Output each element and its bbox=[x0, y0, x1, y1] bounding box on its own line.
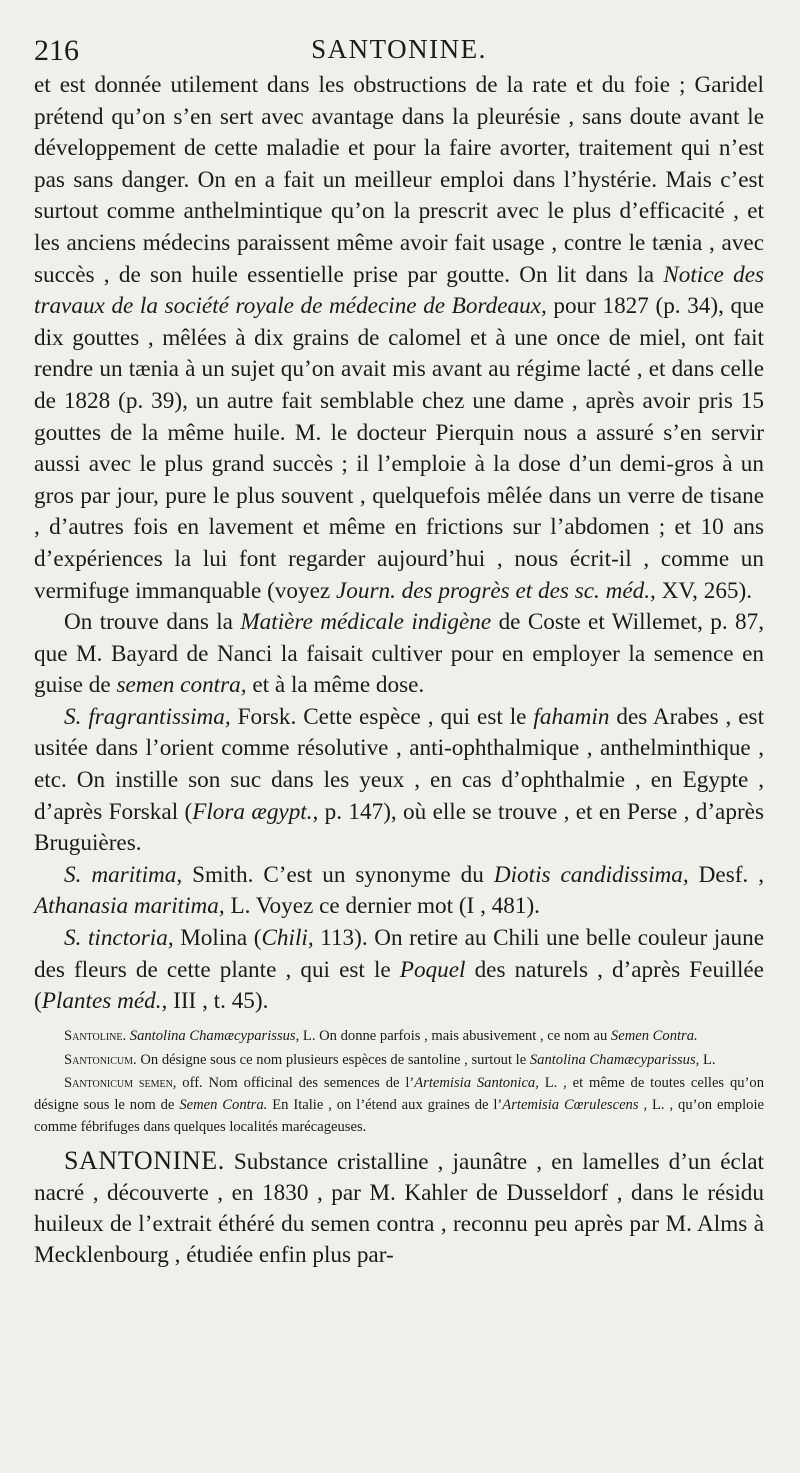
entry-s-tinctoria: S. tinctoria, Molina (Chili, 113). On retire au Chili une belle couleur jaune des fleurs de cette plante , qui est le Poquel des naturels , d’après Feuillée (Plantes méd., III , t. 45). bbox=[34, 925, 764, 1015]
entry-s-maritima: S. maritima, Smith. C’est un synonyme du Diotis candidissima, Desf. , Athanasia maritima, L. Voyez ce dernier mot (I , 481). bbox=[34, 861, 764, 920]
page-number: 216 bbox=[34, 34, 79, 67]
entry-santonine: SANTONINE. Substance cristalline , jaunâtre , en lamelles d’un éclat nacré , découverte , en 1830 , par M. Kahler de Dusseldorf , dans le résidu huileux de l’extrait éthéré du semen contra , reconnu peu après par M. Alms à Mecklenbourg , étudiée enfin plus par- bbox=[34, 1145, 764, 1268]
entry-santoline: Santoline. Santolina Chamæcyparissus, L. On donne parfois , mais abusivement , ce nom au Semen Contra. bbox=[64, 1027, 698, 1044]
paragraph-armoise-uses: et est donnée utilement dans les obstructions de la rate et du foie ; Garidel prétend qu’on s’en sert avec avantage dans la pleurésie , sans doute avant le développement de cette maladie et pour la faire avorter, traitement qui n’est pas sans danger. On en a fait un meilleur emploi dans l’hystérie. Mais c’est surtout comme anthelmintique qu’on la prescrit avec le plus d’efficacité , et les anciens médecins paraissent même avoir fait usage , contre le tænia , avec succès , de son huile essentielle prise par goutte. On lit dans la Notice des travaux de la société royale de médecine de Bordeaux, pour 1827 (p. 34), que dix gouttes , mêlées à dix grains de calomel et à une once de miel, ont fait rendre un tænia à un sujet qu’on avait mis avant au régime lacté , et dans celle de 1828 (p. 39), un autre fait semblable chez une dame , après avoir pris 15 gouttes de la même huile. M. le docteur Pierquin nous a assuré s’en servir aussi avec le plus grand succès ; il l’emploie à la dose d’un demi-gros à un gros par jour, pure le plus souvent , quelquefois mêlée dans un verre de tisane , d’autres fois en lavement et même en frictions sur l’abdomen ; et 10 ans d’expériences la lui font regarder aujourd’hui , nous écrit-il , comme un vermifuge immanquable (voyez Journ. des progrès et des sc. méd., XV, 265). bbox=[34, 72, 765, 604]
running-head: SANTONINE. bbox=[311, 34, 487, 64]
main-text bbox=[34, 70, 764, 1018]
entry-s-fragrantissima: S. fragrantissima, Forsk. Cette espèce , qui est le fahamin des Arabes , est usitée dans l’orient comme résolutive , anti-ophthalmique , anthelminthique , etc. On instille son suc dans les yeux , en cas d’ophthalmie , en Egypte , d’après Forskal (Flora ægypt., p. 147), où elle se trouve , et en Perse , d’après Bruguières. bbox=[34, 703, 765, 857]
small-print-entries bbox=[34, 1026, 764, 1139]
entry-santonicum: Santonicum. On désigne sous ce nom plusieurs espèces de santoline , surtout le Santolina Chamæcyparissus, L. bbox=[64, 1051, 716, 1068]
page-body bbox=[34, 70, 764, 1271]
santonine-entry bbox=[34, 1145, 764, 1271]
entry-santonicum-semen: Santonicum semen, off. Nom officinal des semences de l’Artemisia Santonica, L. , et même de toutes celles qu’on désigne sous le nom de Semen Contra. En Italie , on l’étend aux graines de l’Artemisia Cœrulescens , L. , qu’on emploie comme fébrifuges dans quelques localités marécageuses. bbox=[34, 1075, 765, 1135]
paragraph-coste-willemet: On trouve dans la Matière médicale indigène de Coste et Willemet, p. 87, que M. Bayard de Nanci la faisait cultiver pour en employer la semence en guise de semen contra, et à la même dose. bbox=[34, 609, 764, 699]
entry-headword: SANTONINE. bbox=[64, 1145, 225, 1175]
page-header bbox=[34, 34, 764, 74]
